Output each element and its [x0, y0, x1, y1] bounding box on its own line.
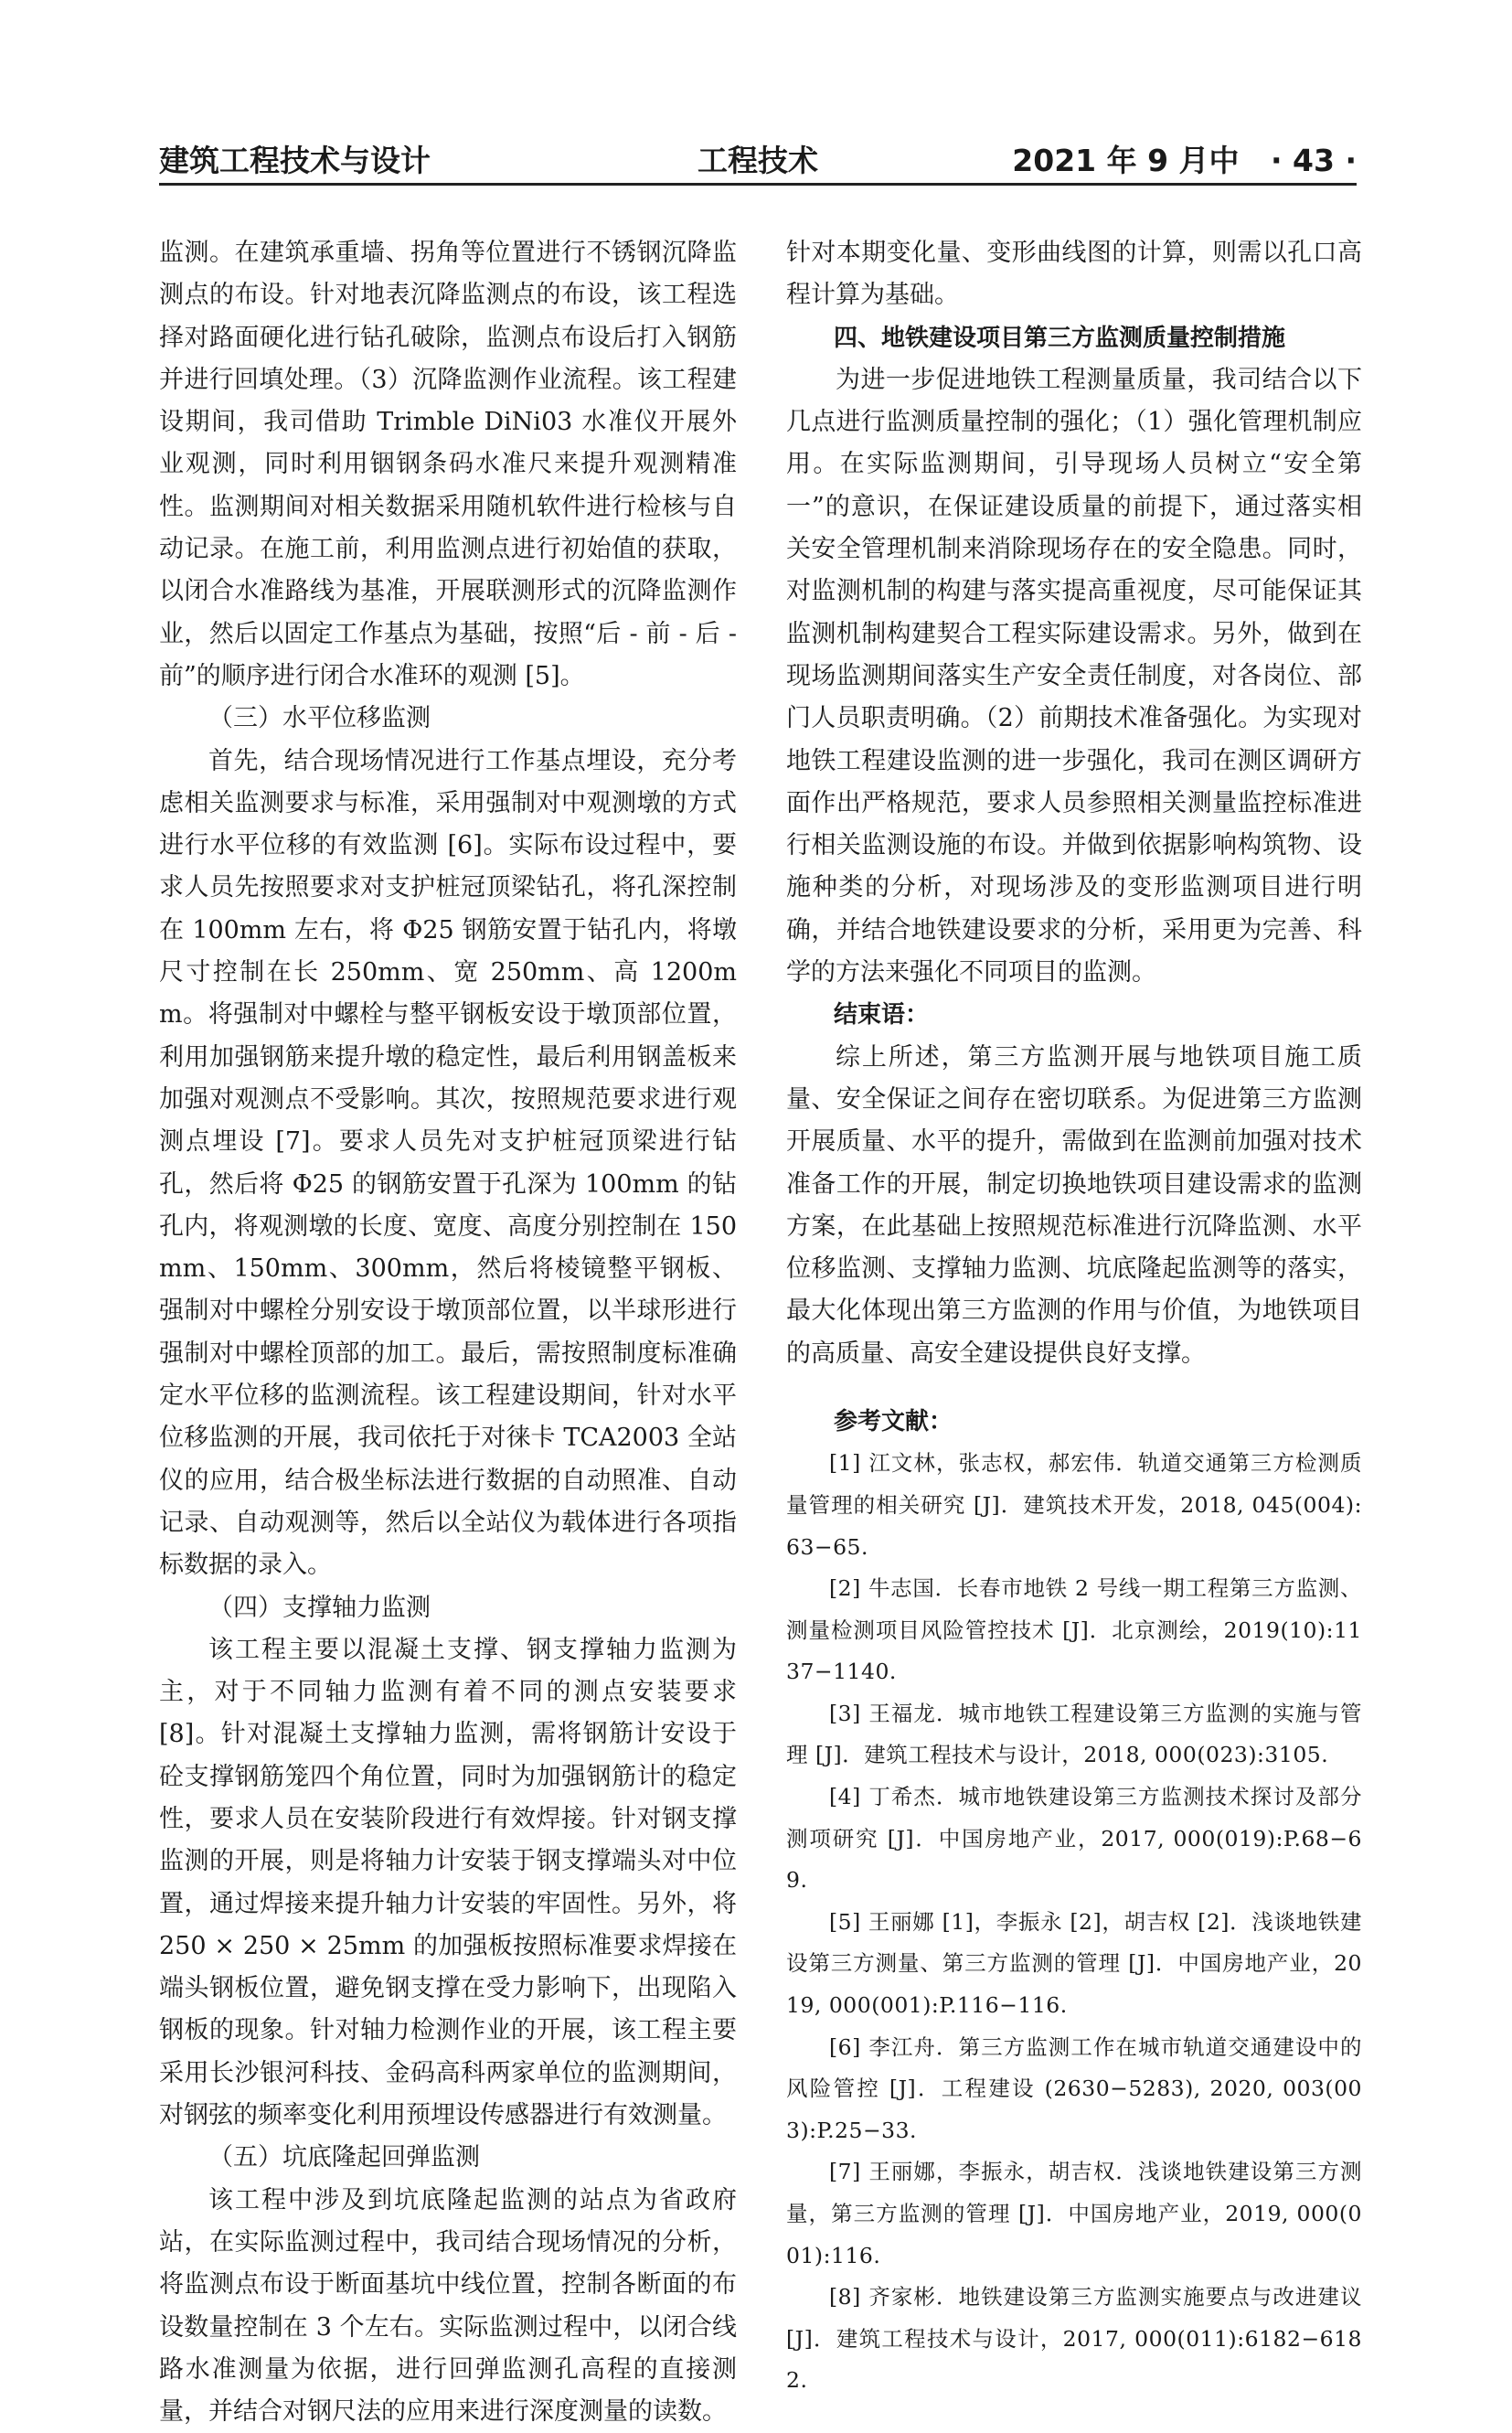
issue-date: 2021 年 9 月中: [1012, 143, 1240, 178]
paragraph: 综上所述，第三方监测开展与地铁项目施工质量、安全保证之间存在密切联系。为促进第三方监测开展质量、水平的提升，需做到在监测前加强对技术准备工作的开展，制定切换地铁项目建设需求的监测方案，在此基础上按照规范标准进行沉降监测、水平位移监测、支撑轴力监测、坑底隆起监测等的落实，最大化体现出第三方监测的作用与价值，为地铁项目的高质量、高安全建设提供良好支撑。: [786, 1042, 1362, 1368]
right-column: [786, 232, 1362, 2402]
issue-and-page: [1012, 137, 1357, 180]
subsection-heading: （四）支撑轴力监测: [208, 1593, 431, 1622]
spacer: [786, 1375, 1362, 1401]
paragraph: 该工程中涉及到坑底隆起监测的站点为省政府站，在实际监测过程中，我司结合现场情况的分析，将监测点布设于断面基坑中线位置，控制各断面的布设数量控制在 3 个左右。实际监测过程中，以闭合线路水准测量为依据，进行回弹监测孔高程的直接测量，并结合对钢尺法的应用来进行深度测量的读数。: [159, 2185, 737, 2427]
subsection-heading: （五）坑底隆起回弹监测: [208, 2143, 480, 2172]
paragraph: 为进一步促进地铁工程测量质量，我司结合以下几点进行监测质量控制的强化；（1）强化管理机制应用。在实际监测期间，引导现场人员树立“安全第一”的意识，在保证建设质量的前提下，通过落实相关安全管理机制来消除现场存在的安全隐患。同时，对监测机制的构建与落实提高重视度，尽可能保证其监测机制构建契合工程实际建设需求。另外，做到在现场监测期间落实生产安全责任制度，对各岗位、部门人员职责明确。（2）前期技术准备强化。为实现对地铁工程建设监测的进一步强化，我司在测区调研方面作出严格规范，要求人员参照相关测量监控标准进行相关监测设施的布设。并做到依据影响构筑物、设施种类的分析，对现场涉及的变形监测项目进行明确，并结合地铁建设要求的分析，采用更为完善、科学的方法来强化不同项目的监测。: [786, 365, 1362, 987]
paragraph: 针对本期变化量、变形曲线图的计算，则需以孔口高程计算为基础。: [786, 239, 1362, 310]
reference-item: [1] 江文林，张志权，郝宏伟．轨道交通第三方检测质量管理的相关研究 [J]．建筑技术开发，2018, 045(004):63−65.: [786, 1450, 1362, 1560]
page-number: · 43 ·: [1271, 143, 1357, 178]
reference-item: [3] 王福龙．城市地铁工程建设第三方监测的实施与管理 [J]．建筑工程技术与设计，2018, 000(023):3105.: [786, 1700, 1362, 1768]
journal-name: 建筑工程技术与设计: [159, 143, 431, 178]
running-header: [159, 137, 1357, 183]
paragraph: 监测。在建筑承重墙、拐角等位置进行不锈钢沉降监测点的布设。针对地表沉降监测点的布设，该工程选择对路面硬化进行钻孔破除，监测点布设后打入钢筋并进行回填处理。（3）沉降监测作业流程。该工程建设期间，我司借助 Trimble DiNi03 水准仪开展外业观测，同时利用铟钢条码水准尺来提升观测精准性。监测期间对相关数据采用随机软件进行检核与自动记录。在施工前，利用监测点进行初始值的获取，以闭合水准路线为基准，开展联测形式的沉降监测作业，然后以固定工作基点为基础，按照“后 - 前 - 后 - 前”的顺序进行闭合水准环的观测 [5]。: [159, 239, 737, 690]
reference-item: [8] 齐家彬．地铁建设第三方监测实施要点与改进建议 [J]．建筑工程技术与设计，2017, 000(011):6182−6182.: [786, 2284, 1362, 2394]
paragraph: 该工程主要以混凝土支撑、钢支撑轴力监测为主，对于不同轴力监测有着不同的测点安装要求 [8]。针对混凝土支撑轴力监测，需将钢筋计安设于砼支撑钢筋笼四个角位置，同时为加强钢筋计的稳定性，要求人员在安装阶段进行有效焊接。针对钢支撑监测的开展，则是将轴力计安装于钢支撑端头对中位置，通过焊接来提升轴力计安装的牢固性。另外，将 250 × 250 × 25mm 的加强板按照标准要求焊接在端头钢板位置，避免钢支撑在受力影响下，出现陷入钢板的现象。针对轴力检测作业的开展，该工程主要采用长沙银河科技、金码高科两家单位的监测期间，对钢弦的频率变化利用预埋设传感器进行有效测量。: [159, 1635, 737, 2130]
section-heading: 四、地铁建设项目第三方监测质量控制措施: [834, 324, 1286, 352]
header-rule: [159, 183, 1357, 186]
section-name: 工程技术: [697, 143, 818, 178]
references-heading: 参考文献：: [834, 1408, 953, 1436]
paragraph: 首先，结合现场情况进行工作基点埋设，充分考虑相关监测要求与标准，采用强制对中观测墩的方式进行水平位移的有效监测 [6]。实际布设过程中，要求人员先按照要求对支护桩冠顶梁钻孔，将孔深控制在 100mm 左右，将 Φ25 钢筋安置于钻孔内，将墩尺寸控制在长 250mm、宽 250mm、高 1200mm。将强制对中螺栓与整平钢板安设于墩顶部位置，利用加强钢筋来提升墩的稳定性，最后利用钢盖板来加强对观测点不受影响。其次，按照规范要求进行观测点埋设 [7]。要求人员先对支护桩冠顶梁进行钻孔，然后将 Φ25 的钢筋安置于孔深为 100mm 的钻孔内，将观测墩的长度、宽度、高度分别控制在 150mm、150mm、300mm，然后将棱镜整平钢板、强制对中螺栓分别安设于墩顶部位置，以半球形进行强制对中螺栓顶部的加工。最后，需按照制度标准确定水平位移的监测流程。该工程建设期间，针对水平位移监测的开展，我司依托于对徕卡 TCA2003 全站仪的应用，结合极坐标法进行数据的自动照准、自动记录、自动观测等，然后以全站仪为载体进行各项指标数据的录入。: [159, 746, 737, 1580]
conclusion-heading: 结束语：: [834, 1001, 930, 1030]
reference-item: [7] 王丽娜，李振永，胡吉权．浅谈地铁建设第三方测量，第三方监测的管理 [J]．中国房地产业，2019, 000(001):116.: [786, 2159, 1362, 2268]
reference-list: [786, 1443, 1362, 2402]
reference-item: [2] 牛志国．长春市地铁 2 号线一期工程第三方监测、测量检测项目风险管控技术 [J]．北京测绘，2019(10):1137−1140.: [786, 1575, 1362, 1685]
reference-item: [6] 李江舟．第三方监测工作在城市轨道交通建设中的风险管控 [J]．工程建设 (2630−5283), 2020, 003(003):P.25−33.: [786, 2033, 1362, 2143]
reference-item: [4] 丁希杰．城市地铁建设第三方监测技术探讨及部分测项研究 [J]．中国房地产业，2017, 000(019):P.68−69.: [786, 1784, 1362, 1894]
left-column: [159, 232, 737, 2433]
subsection-heading: （三）水平位移监测: [208, 704, 431, 733]
reference-item: [5] 王丽娜 [1]，李振永 [2]，胡吉权 [2]．浅谈地铁建设第三方测量、第三方监测的管理 [J]．中国房地产业，2019, 000(001):P.116−116.: [786, 1908, 1362, 2019]
